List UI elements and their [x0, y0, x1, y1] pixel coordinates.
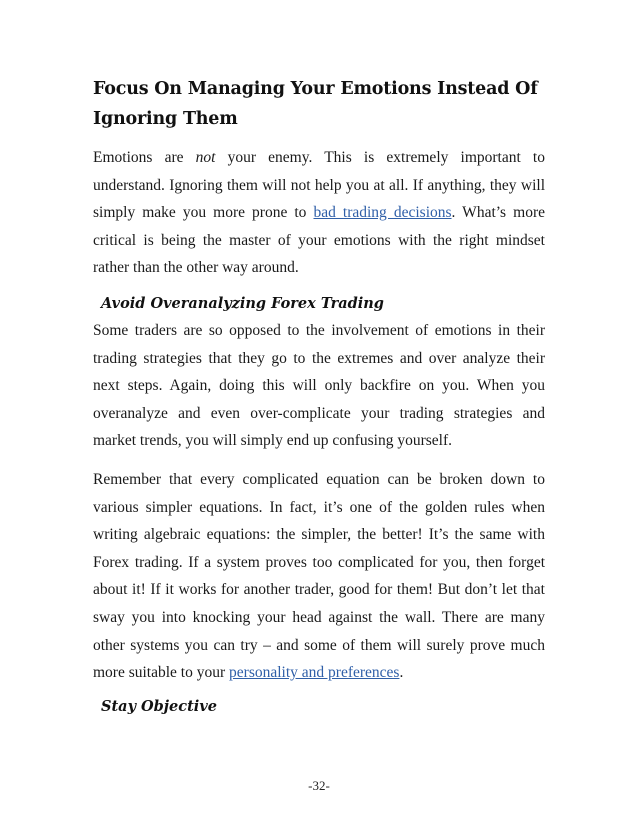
bad-trading-decisions-link[interactable]: bad trading decisions [313, 204, 452, 222]
paragraph-text: . What’s more critical is being the master of your emotions with the right mindset rather than the other way around. [93, 204, 545, 277]
subheading-stay-objective: Stay Objective [101, 698, 217, 715]
paragraph-overanalyze: Some traders are so opposed to the involvement of emotions in their trading strategies that they go to the extremes and over analyze their next steps. Again, doing this will only backfire on you. When you overanalyze and even over-complicate your trading strategies and market trends, you will simply end up confusing yourself. [93, 322, 545, 450]
section-heading: Focus On Managing Your Emotions Instead Of Ignoring Them [93, 79, 538, 129]
paragraph-simpler-equations [93, 466, 545, 687]
page-number: -32- [308, 778, 330, 793]
paragraph-emotions [93, 144, 545, 282]
personality-preferences-link[interactable]: personality and preferences [229, 664, 400, 682]
paragraph-text: . [399, 664, 404, 682]
emphasis-text: not [195, 149, 216, 166]
paragraph-text: Remember that every complicated equation can be broken down to various simpler equations. In fact, it’s one of the golden rules when writing algebraic equations: the simpler, the better! It’s the same with Forex trading. If a system proves too complicated for you, then forget about it! If it works for another trader, good for them! But don’t let that sway you into knocking your head against the wall. There are many other systems you can try – and some of them will surely prove much more suitable to your [93, 471, 545, 682]
subheading-avoid-overanalyzing: Avoid Overanalyzing Forex Trading [101, 295, 384, 312]
paragraph-text: your enemy. This is extremely important to understand. Ignoring them will not help you at all. If anything, they will simply make you more prone to [93, 149, 545, 222]
paragraph-text: Emotions are [93, 149, 196, 166]
